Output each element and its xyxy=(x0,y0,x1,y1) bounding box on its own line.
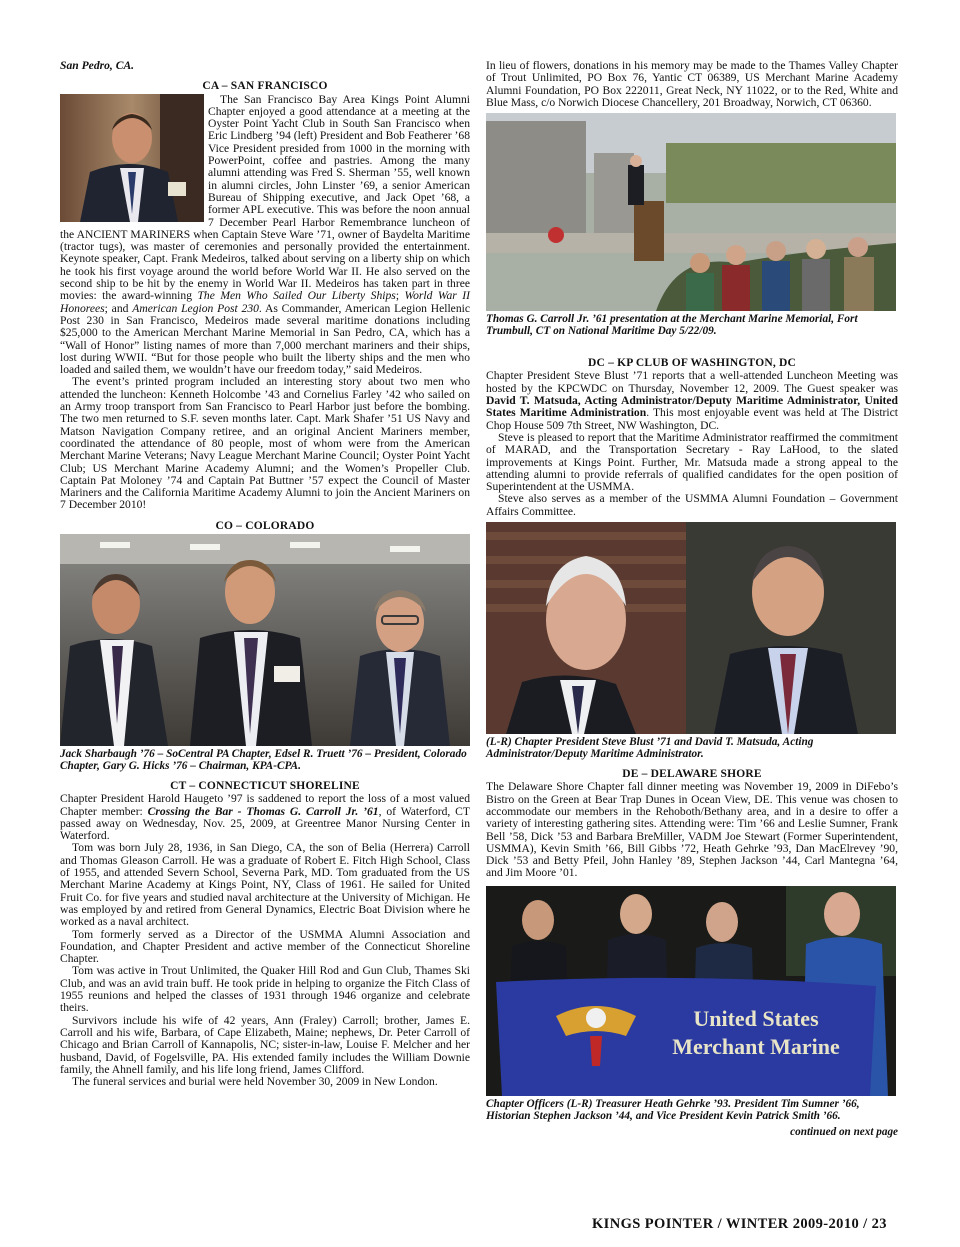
de-officers-photo xyxy=(486,886,896,1096)
right-column xyxy=(486,60,898,1138)
dc-body-1: Chapter President Steve Blust ’71 reports that a well-attended Luncheon Meeting was hosted by the KPCWDC on Thursday, November 12, 2009. The Guest speaker was David T. Matsuda, Acting Administrator/Deputy Maritime Administrator, United States Maritime Administration. This most enjoyable event was held at The District Chop House 509 7th Street, NW Washington, DC. xyxy=(486,369,898,432)
donations-text: In lieu of flowers, donations in his memory may be made to the Thames Valley Chapter of Trout Unlimited, PO Box 76, Yantic CT 06389, US Merchant Marine Academy Alumni Foundation, PO Box 222011, Great Neck, NY 11022, or to the Red, White and Blue Mass, c/o Norwich Diocese Chancellery, 201 Broadway, Norwich, CT 06360. xyxy=(486,59,898,109)
banner-text-line2: Merchant Marine xyxy=(672,1033,840,1059)
ct-body-2: Tom was born July 28, 1936, in San Diego, CA, the son of Belia (Herrera) Carroll and Thomas Gleason Carroll. He was a graduate of Robert E. Fitch High School, Class of 1955, and attended Severn School, Severna Park, MD. Tom graduated from the US Merchant Marine Academy at Kings Point, NY, Class of 1961. He sailed for United Fruit Co. for five years and studied naval architecture at the University of Michigan. He was employed by and retired from General Dynamics, Electric Boat Division where he worked as a naval architect. xyxy=(60,841,470,929)
sf-heading: CA – SAN FRANCISCO xyxy=(202,80,328,93)
ct-body-3: Tom formerly served as a Director of the USMMA Alumni Association and Foundation, and Chapter President and active member of the Connecticut Shoreline Chapter. xyxy=(60,927,470,966)
ct-body-6: The funeral services and burial were held November 30, 2009 in New London. xyxy=(72,1075,438,1089)
sf-body-1: The San Francisco Bay Area Kings Point Alumni Chapter enjoyed a good attendance at a meeting at the Oyster Point Yacht Club in South San Francisco when Eric Lindberg ’94 (left) President and Bob Featherer ’68 Vice President presided from 1000 in the morning with PowerPoint, coffee and pastries. Among the many alumni attending was Fred S. Sherman ’55, well known in alumni circles, John Linster ’69, a senior American Bureau of Shipping executive, and Jack Opet ’68, a former APL executive. This was before the noon annual 7 December Pearl Harbor Remembrance luncheon of the ANCIENT MARINERS when Captain Steve Ware ’71, owner of Baydelta Maritime (tractor tugs), was master of ceremonies and personally provided the entertainment. Keynote speaker, Capt. Frank Medeiros, talked about serving on a liberty ship on which he took his first voyage around the world before World War II. He also served on the second ship to be hit by the enemy in World War II. Medeiros has taken part in three movies: the award-winning The Men Who Sailed Our Liberty Ships; World War II Honorees; and American Legion Post 230. As Commander, American Legion Hellenic Post 230 in San Francisco, Medeiros made several maritime donations including $25,000 to the American Merchant Marine Memorial in San Pedro, CA, which has a “Wall of Honor” listing names of more than 7,000 merchant mariners and their ships, lost during WWII. “But for those people who built the liberty ships and the men who loaded and sailed them, we wouldn’t have our freedom today,” said Medeiros. xyxy=(60,92,470,377)
page-footer: KINGS POINTER / WINTER 2009-2010 / 23 xyxy=(592,1216,887,1232)
ct-body-4: Tom was active in Trout Unlimited, the Quaker Hill Rod and Gun Club, Thames Ski Club, and was an avid train buff. He took pride in helping to organize the Fitch Class of 1955 reunions and helped the classes of 1931 through 1946 organize and celebrate theirs. xyxy=(60,964,470,1015)
de-heading: DE – DELAWARE SHORE xyxy=(622,768,762,781)
banner-text-line1: United States xyxy=(693,1005,819,1031)
de-body-1: The Delaware Shore Chapter fall dinner meeting was November 19, 2009 in DiFebo’s Bistro on the Green at Bear Trap Dunes in Ocean View, DE. This venue was chosen to accommodate our members in the Rehoboth/Bethany area, and in a desire to offer a variety of interesting gathering sites. Attending were: Tim ’66 and Leslie Sumner, Frank Bell ’58, Dick ’53 and Barbara BreMiller, VADM Joe Stewart (Former Superintendent, USMMA), Kevin Smith ’66, Bill Gibbs ’72, Heath Gehrke ’93, Dan MacElrevey ’90, Dick ’53 and Betty Pfeil, John Hanley ’89, Stephen Jackson ’44, Carl Mantegna ’64, and Jim Moore ’01. xyxy=(486,780,898,880)
continued-note: continued on next page xyxy=(790,1125,898,1138)
sf-body-2: The event’s printed program included an interesting story about two men who attended the luncheon: Kenneth Holcombe ’43 and Cornelius Farley ’42 who sailed on an Army troop transport from San Francisco to Pearl Harbor just before the bombing. The two men returned to S.F. seven months later. Capt. Mark Shafer ’51 US Navy and Matson Navigation Company retiree, and an original Ancient Mariners member, coordinated the attendance of 80 people, most of whom were from the American Merchant Marine Veterans; Navy League Merchant Marine Council; Oyster Point Yacht Club; US Merchant Marine Academy Alumni; and the Women’s Propeller Club. Captain Pat Moloney ’74 and Captain Pat Buttner ’57 expect the Council of Master Mariners and the California Maritime Academy Alumni to join the Ancient Mariners on 7 December 2010! xyxy=(60,375,470,512)
memorial-photo-caption: Thomas G. Carroll Jr. ’61 presentation at the Merchant Marine Memorial, Fort Trumbull, CT on National Maritime Day 5/22/09. xyxy=(486,313,858,338)
co-heading: CO – COLORADO xyxy=(215,519,315,532)
memorial-photo xyxy=(486,113,896,311)
dc-body-3: Steve also serves as a member of the USMMA Alumni Foundation – Government Affairs Committee. xyxy=(486,492,898,518)
dc-photo xyxy=(486,522,896,734)
co-photo-caption: Jack Sharbaugh ’76 – SoCentral PA Chapter, Edsel R. Truett ’76 – President, Colorado Chapter, Gary G. Hicks ’76 – Chairman, KPA-CPA. xyxy=(60,747,467,772)
dc-body-2: Steve is pleased to report that the Maritime Administrator reaffirmed the commitment of MARAD, and the Transportation Secretary - Ray LaHood, to the slated improvements at Kings Point. Further, Mr. Matsuda made a strong appeal to the attending alumni to provide referrals of qualified candidates for the open position of Superintendent at the USMMA. xyxy=(486,430,898,494)
ct-heading: CT – CONNECTICUT SHORELINE xyxy=(170,779,360,792)
dc-photo-caption: (L-R) Chapter President Steve Blust ’71 and David T. Matsuda, Acting Administrator/Deputy Maritime Administrator. xyxy=(486,736,814,761)
sf-speaker-photo xyxy=(60,94,204,222)
ct-body-5: Survivors include his wife of 42 years, Ann (Fraley) Carroll; brother, James E. Carroll and his wife, Barbara, of Cape Elizabeth, Maine; nephews, Dr. Peter Carroll of Chicago and Brian Carroll of Kannapolis, NC; sister-in-law, Louise F. Melcher and her husband, David, of Fogelsville, PA. His extended family includes the William Downie family, the Ahnell family, and his life long friend, James Clifford. xyxy=(60,1013,470,1076)
dc-heading: DC – KP CLUB OF WASHINGTON, DC xyxy=(587,357,797,370)
co-group-photo xyxy=(60,534,470,746)
location-line: San Pedro, CA. xyxy=(60,59,135,72)
de-photo-caption: Chapter Officers (L-R) Treasurer Heath Gehrke ’93. President Tim Sumner ’66, Historian Stephen Jackson ’44, and Vice President Kevin Patrick Smith ’66. xyxy=(486,1097,860,1122)
ct-body-1: Chapter President Harold Haugeto ’97 is saddened to report the loss of a most valued Chapter member: Crossing the Bar - Thomas G. Carroll Jr. ’61, of Waterford, CT passed away on Wednesday, Nov. 25, 2009, at Greentree Manor Nursing Center in Waterford. xyxy=(60,792,470,843)
left-column xyxy=(60,60,470,1088)
